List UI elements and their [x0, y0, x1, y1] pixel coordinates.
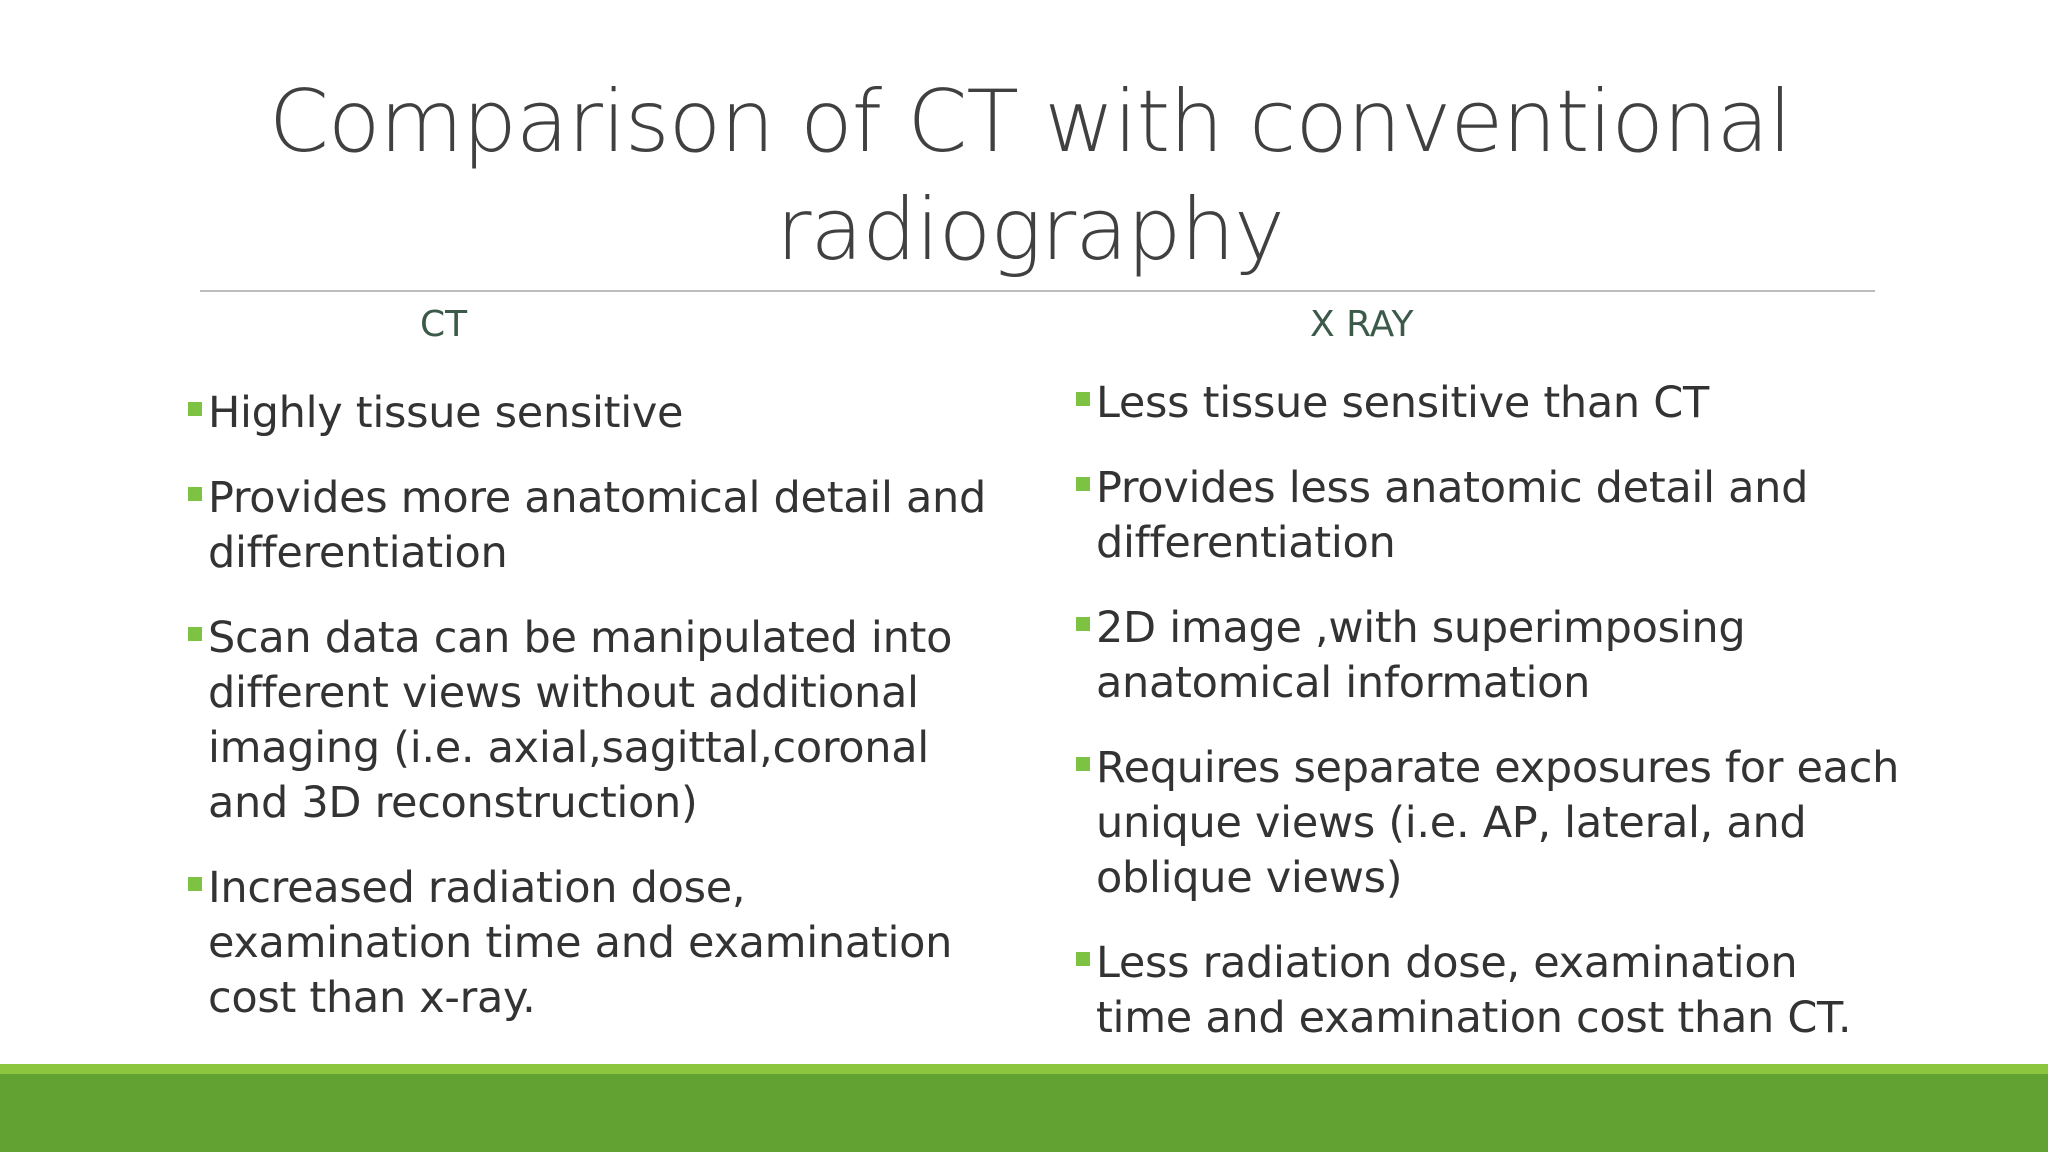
xray-bullet-list [1076, 376, 1906, 1076]
footer-accent-stripe [0, 1064, 2048, 1074]
xray-bullet-text: 2D image ,with superimposing anatomical information [1096, 603, 1746, 708]
square-bullet-icon [188, 402, 202, 416]
xray-bullet-item [1076, 376, 1906, 431]
ct-bullet-item [188, 471, 1018, 581]
xray-column-header: X RAY [1310, 304, 1414, 345]
footer-band [0, 1074, 2048, 1152]
ct-column-header: CT [420, 304, 468, 345]
ct-bullet-text: Scan data can be manipulated into different views without additional imaging (i.e. axial,sagittal,coronal and 3D reconstruction) [208, 613, 953, 828]
square-bullet-icon [1076, 617, 1090, 631]
ct-bullet-text: Increased radiation dose, examination time and examination cost than x-ray. [208, 863, 953, 1023]
title-divider [200, 290, 1875, 292]
slide-title: Comparison of CT with conventional radiography [268, 72, 1792, 280]
square-bullet-icon [188, 487, 202, 501]
square-bullet-icon [1076, 477, 1090, 491]
square-bullet-icon [1076, 392, 1090, 406]
xray-bullet-item [1076, 461, 1906, 571]
xray-bullet-item [1076, 936, 1906, 1046]
ct-bullet-item [188, 611, 1018, 831]
xray-bullet-item [1076, 741, 1906, 906]
square-bullet-icon [188, 877, 202, 891]
square-bullet-icon [188, 627, 202, 641]
xray-bullet-text: Less tissue sensitive than CT [1096, 378, 1709, 428]
ct-bullet-list [188, 386, 1018, 1056]
xray-bullet-item [1076, 601, 1906, 711]
square-bullet-icon [1076, 952, 1090, 966]
xray-bullet-text: Requires separate exposures for each unique views (i.e. AP, lateral, and oblique views) [1096, 743, 1900, 903]
ct-bullet-item [188, 861, 1018, 1026]
xray-bullet-text: Less radiation dose, examination time and examination cost than CT. [1096, 938, 1852, 1043]
ct-bullet-text: Provides more anatomical detail and differentiation [208, 473, 986, 578]
ct-bullet-item [188, 386, 1018, 441]
xray-bullet-text: Provides less anatomic detail and differentiation [1096, 463, 1809, 568]
ct-bullet-text: Highly tissue sensitive [208, 388, 684, 438]
square-bullet-icon [1076, 757, 1090, 771]
